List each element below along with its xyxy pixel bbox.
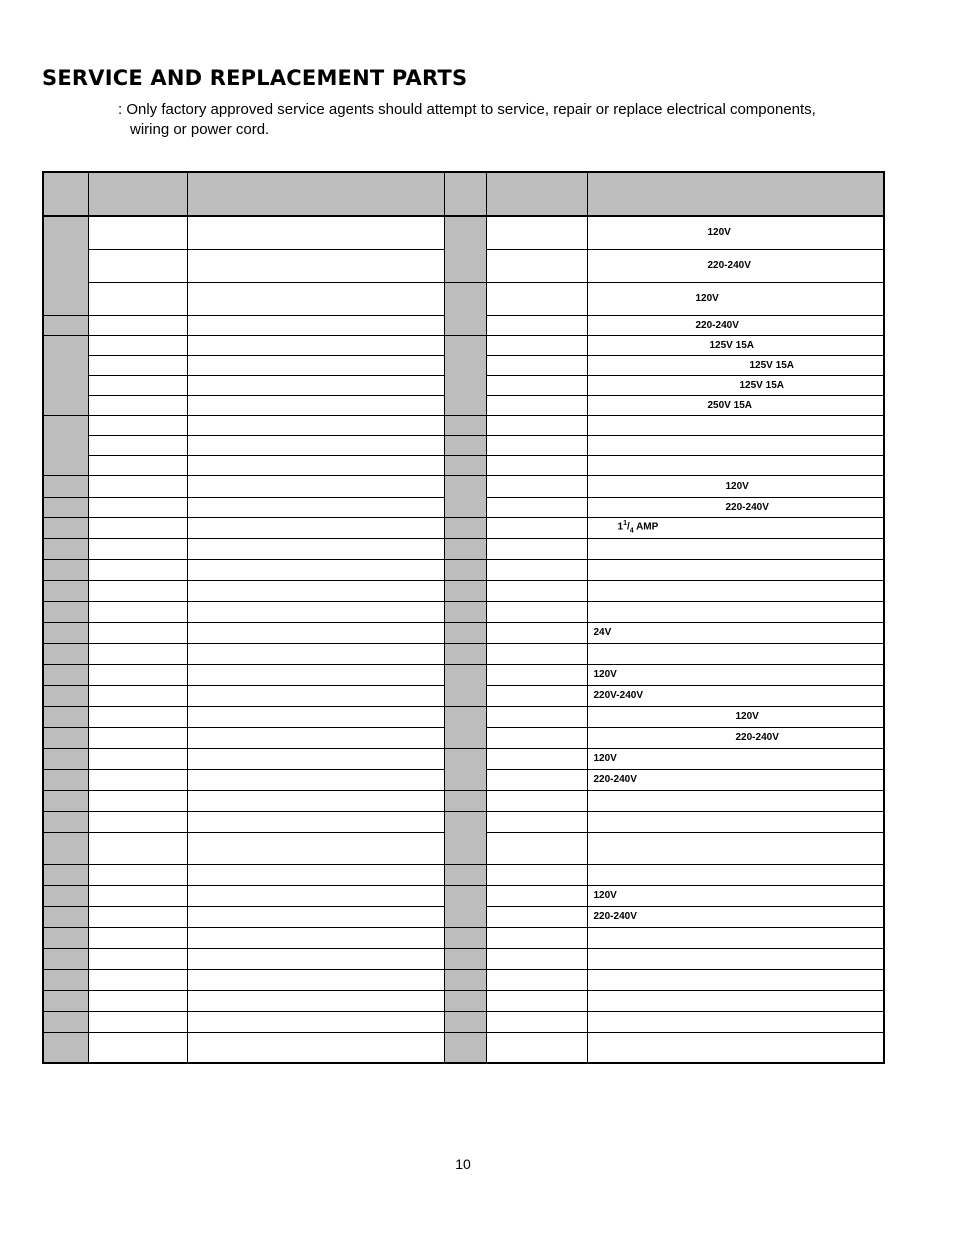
part-description xyxy=(587,990,884,1011)
part-description: 125V 15A xyxy=(587,355,884,375)
part-description xyxy=(587,455,884,475)
part-description: 125V 15A xyxy=(587,335,884,355)
col-header-item-right xyxy=(444,172,486,216)
table-row xyxy=(43,1011,884,1032)
table-row xyxy=(43,282,884,315)
col-header-item-left xyxy=(43,172,88,216)
fuse-rating-whole: 1 xyxy=(617,521,624,533)
table-row xyxy=(43,811,884,832)
part-description xyxy=(587,580,884,601)
parts-table-header xyxy=(43,172,884,216)
warning-line-2: wiring or power cord. xyxy=(130,121,270,138)
table-row xyxy=(43,706,884,727)
part-description xyxy=(587,864,884,885)
part-description xyxy=(587,643,884,664)
table-row xyxy=(43,435,884,455)
table-row xyxy=(43,415,884,435)
table-row xyxy=(43,748,884,769)
table-row xyxy=(43,885,884,906)
table-row xyxy=(43,559,884,580)
part-description xyxy=(587,435,884,455)
part-description: $1^1/_4$ AMP xyxy=(587,517,884,538)
table-row xyxy=(43,969,884,990)
table-row xyxy=(43,643,884,664)
table-row xyxy=(43,455,884,475)
service-warning xyxy=(118,100,878,140)
part-description: 220-240V xyxy=(587,249,884,282)
table-row xyxy=(43,1032,884,1063)
part-description xyxy=(587,415,884,435)
part-description xyxy=(587,811,884,832)
part-description: 120V xyxy=(587,748,884,769)
part-description: 250V 15A xyxy=(587,395,884,415)
page-number: 10 xyxy=(455,1156,471,1172)
table-row xyxy=(43,622,884,643)
part-description xyxy=(587,969,884,990)
table-row xyxy=(43,790,884,811)
part-description xyxy=(587,1011,884,1032)
part-description: 220-240V xyxy=(587,769,884,790)
table-row xyxy=(43,216,884,249)
table-row xyxy=(43,601,884,622)
part-description xyxy=(587,1032,884,1063)
part-description xyxy=(587,790,884,811)
fuse-rating-numerator: 1 xyxy=(623,520,627,528)
part-description: 220-240V xyxy=(587,906,884,927)
table-row xyxy=(43,580,884,601)
table-row xyxy=(43,475,884,497)
part-description xyxy=(587,832,884,864)
part-description: 125V 15A xyxy=(587,375,884,395)
col-header-partno-right xyxy=(486,172,587,216)
part-description: 220-240V xyxy=(587,315,884,335)
col-header-partno-left xyxy=(88,172,187,216)
table-row xyxy=(43,927,884,948)
part-description xyxy=(587,948,884,969)
part-description: 120V xyxy=(587,706,884,727)
part-description xyxy=(587,601,884,622)
part-description: 120V xyxy=(587,664,884,685)
table-row xyxy=(43,538,884,559)
part-description: 220-240V xyxy=(587,727,884,748)
fuse-rating-unit: AMP xyxy=(636,521,659,533)
part-description: 220V-240V xyxy=(587,685,884,706)
table-row xyxy=(43,335,884,355)
table-row xyxy=(43,517,884,538)
col-header-description-right xyxy=(587,172,884,216)
table-row xyxy=(43,864,884,885)
part-description xyxy=(587,538,884,559)
part-description: 120V xyxy=(587,885,884,906)
table-row xyxy=(43,948,884,969)
warning-line-1: : Only factory approved service agents should attempt to service, repair or replace electrical components, xyxy=(118,101,816,118)
part-description: 120V xyxy=(587,475,884,497)
table-row xyxy=(43,664,884,685)
part-description: 120V xyxy=(587,282,884,315)
part-description xyxy=(587,559,884,580)
part-description: 220-240V xyxy=(587,497,884,517)
part-description: 24V xyxy=(587,622,884,643)
parts-table xyxy=(42,171,885,1064)
part-description xyxy=(587,927,884,948)
fuse-rating-denominator: 4 xyxy=(629,527,634,535)
part-description: 120V xyxy=(587,216,884,249)
table-row xyxy=(43,990,884,1011)
page-title: SERVICE AND REPLACEMENT PARTS xyxy=(42,66,468,90)
col-header-description-left xyxy=(187,172,444,216)
